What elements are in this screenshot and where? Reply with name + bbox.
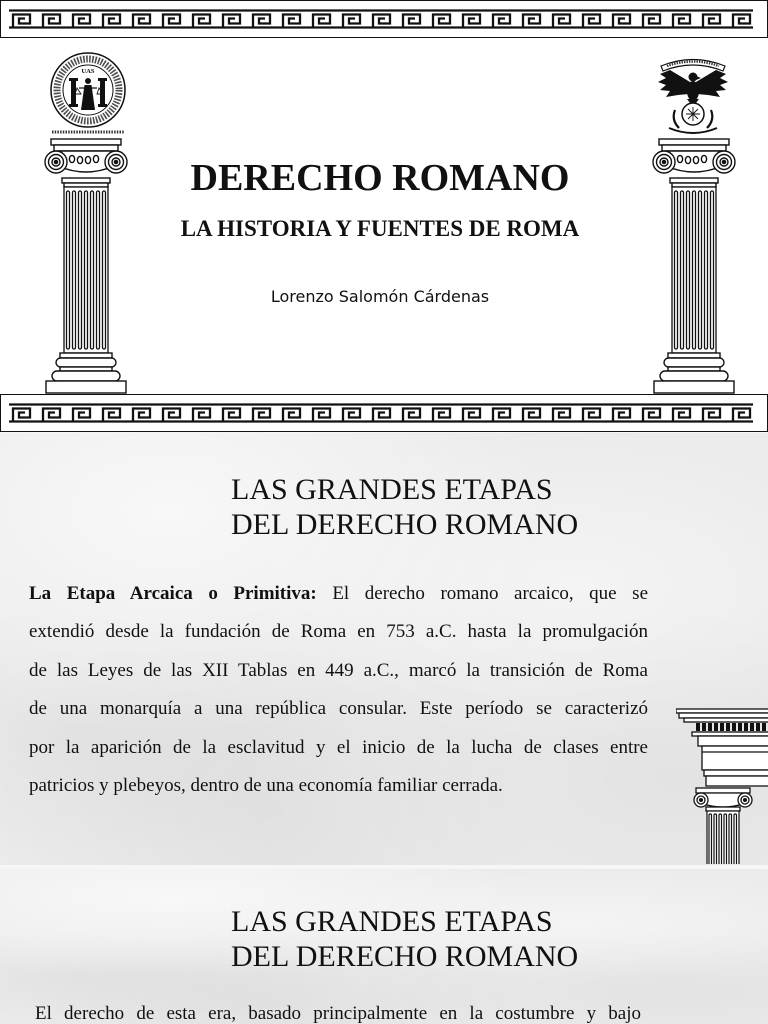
entablature xyxy=(676,709,768,786)
greek-key-pattern xyxy=(9,403,753,423)
heading-line-1: LAS GRANDES ETAPAS xyxy=(231,905,553,938)
eagle-crest-logo xyxy=(653,52,733,138)
paragraph-text: El derecho romano arcaico, que se xyxy=(332,583,649,604)
paragraph xyxy=(35,1004,641,1024)
author-name: Lorenzo Salomón Cárdenas xyxy=(270,287,490,306)
column-entablature-ornament xyxy=(676,708,768,864)
paragraph-line: patricios y plebeyos, dentro de una economía familiar cerrada. xyxy=(29,775,503,797)
paragraph-line: de una monarquía a una república consular. Este período se caracterizó xyxy=(29,698,648,720)
stages-slide-1 xyxy=(0,433,768,865)
paragraph-line xyxy=(29,575,648,613)
heading-line-1: LAS GRANDES ETAPAS xyxy=(231,473,553,506)
heading-line-2: DEL DERECHO ROMANO xyxy=(231,508,579,541)
greek-key-border-bottom xyxy=(0,394,768,432)
paragraph-line: por la aparición de la esclavitud y el inicio de la lucha de clases entre xyxy=(29,736,648,758)
column-shaft xyxy=(672,187,716,353)
column-shaft xyxy=(707,811,739,864)
etapa-lead-label: La Etapa Arcaica o Primitiva: xyxy=(29,583,317,604)
presentation-title: DERECHO ROMANO xyxy=(190,157,570,199)
greek-key-pattern xyxy=(9,9,753,29)
seal-lettering: UAS xyxy=(81,68,95,75)
greek-key-border-top xyxy=(0,0,768,38)
column-base xyxy=(46,353,126,393)
column-base xyxy=(654,353,734,393)
column-shaft xyxy=(64,187,108,353)
slide-heading xyxy=(231,472,578,542)
paragraph-line: extendió desde la fundación de Roma en 753 a.C. hasta la promulgación xyxy=(29,621,648,643)
university-seal-logo xyxy=(44,50,132,136)
presentation-subtitle: LA HISTORIA Y FUENTES DE ROMA xyxy=(180,216,580,241)
column-capital xyxy=(694,788,752,811)
slide-heading xyxy=(231,904,578,974)
stages-slide-2 xyxy=(0,869,768,1024)
title-slide xyxy=(0,0,768,432)
heading-line-2: DEL DERECHO ROMANO xyxy=(231,940,579,973)
etapa-arcaica-paragraph xyxy=(29,575,648,805)
paragraph-line: El derecho de esta era, basado principalmente en la costumbre y bajo xyxy=(35,1003,641,1024)
paragraph-line: de las Leyes de las XII Tablas en 449 a.C., marcó la transición de Roma xyxy=(29,659,648,681)
